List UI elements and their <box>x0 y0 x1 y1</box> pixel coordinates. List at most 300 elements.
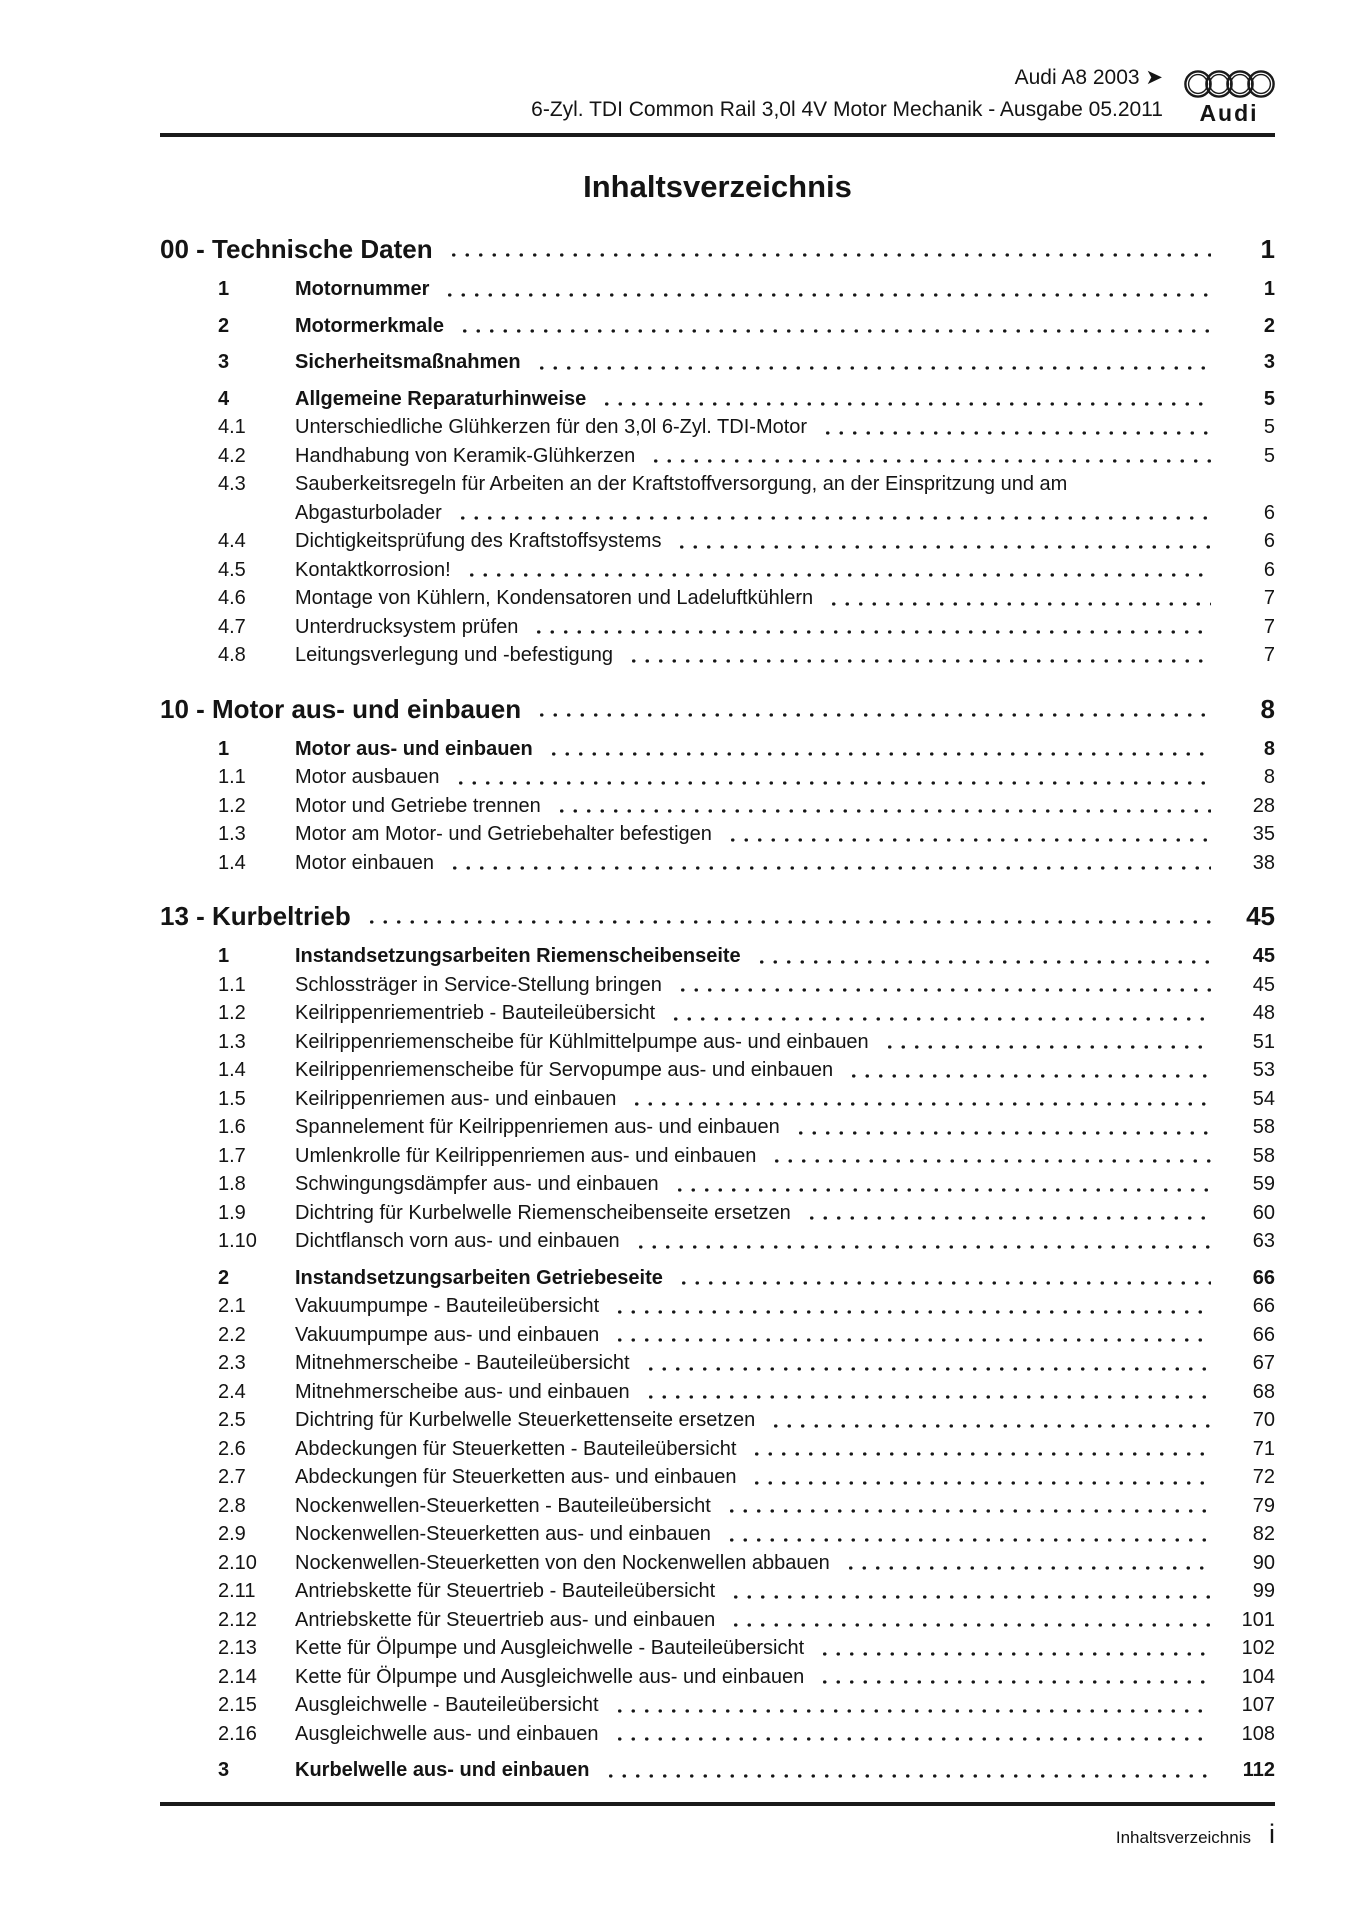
entry-page-number: 63 <box>1252 1230 1275 1252</box>
dot-leader <box>602 1756 1212 1785</box>
dot-leader <box>667 999 1211 1028</box>
entry-title: Vakuumpumpe - Bauteileübersicht <box>295 1295 600 1317</box>
entry-number: 2.5 <box>218 1409 246 1431</box>
entry-page-number: 8 <box>1263 737 1275 760</box>
entry-number: 2.12 <box>218 1608 257 1631</box>
entry-page-number: 70 <box>1252 1409 1275 1431</box>
entry-row <box>160 385 1275 414</box>
toc-entry <box>160 1663 1275 1692</box>
dot-leader <box>625 641 1211 670</box>
toc-entry <box>160 1577 1275 1606</box>
entry-number: 2 <box>218 314 230 337</box>
toc-entry <box>160 584 1275 613</box>
entry-page-number: 101 <box>1241 1608 1275 1631</box>
dot-leader <box>671 1170 1211 1199</box>
dot-leader <box>673 527 1211 556</box>
dot-leader <box>454 499 1211 528</box>
entry-number: 1 <box>218 278 230 300</box>
dot-leader <box>819 413 1211 442</box>
entry-page-number: 66 <box>1252 1295 1275 1317</box>
entry-number: 4.4 <box>218 530 246 552</box>
toc-entry <box>160 1435 1275 1464</box>
toc-entry <box>160 971 1275 1000</box>
entry-number: 4.3 <box>218 473 246 495</box>
entry-page-number: 35 <box>1252 823 1275 845</box>
entry-title: Keilrippenriemenscheibe für Kühlmittelpumpe aus- und einbauen <box>295 1030 869 1053</box>
entry-row <box>160 849 1275 878</box>
entry-row <box>160 1142 1275 1171</box>
dot-leader <box>632 1227 1211 1256</box>
entry-number: 2.3 <box>218 1352 246 1374</box>
entry-title: Antriebskette für Steuertrieb aus- und einbauen <box>295 1608 716 1631</box>
toc-chapter <box>160 233 1275 670</box>
entry-title: Abdeckungen für Steuerketten aus- und einbauen <box>295 1466 737 1488</box>
entry-number: 2.15 <box>218 1694 257 1716</box>
dot-leader <box>723 1520 1211 1549</box>
toc-entry <box>160 1720 1275 1749</box>
entry-title: Keilrippenriemenscheibe für Servopumpe aus- und einbauen <box>295 1059 834 1081</box>
chapter-page-number: 8 <box>1260 693 1275 724</box>
entry-title: Umlenkrolle für Keilrippenriemen aus- und einbauen <box>295 1144 757 1167</box>
entry-page-number: 104 <box>1241 1665 1275 1688</box>
toc-entry <box>160 1549 1275 1578</box>
entry-title: Spannelement für Keilrippenriemen aus- und einbauen <box>295 1116 780 1138</box>
entry-number: 1 <box>218 737 230 760</box>
entry-number: 2.16 <box>218 1722 257 1745</box>
entry-number: 1.8 <box>218 1173 246 1195</box>
entry-row <box>160 1292 1275 1321</box>
entry-page-number: 5 <box>1263 444 1275 467</box>
entry-number: 1.4 <box>218 1059 246 1081</box>
entry-page-number: 51 <box>1252 1030 1275 1053</box>
dot-leader <box>825 584 1211 613</box>
dot-leader <box>445 233 1211 266</box>
toc-entry <box>160 1691 1275 1720</box>
entry-continuation-row <box>160 499 1275 528</box>
entry-row <box>160 1577 1275 1606</box>
entry-page-number: 1 <box>1263 278 1275 300</box>
toc <box>160 233 1275 1785</box>
toc-entry <box>160 613 1275 642</box>
entry-title: Kontaktkorrosion! <box>295 558 451 581</box>
entry-title: Nockenwellen-Steuerketten aus- und einbauen <box>295 1523 711 1545</box>
entry-title: Schlossträger in Service-Stellung bringen <box>295 973 662 996</box>
entry-page-number: 102 <box>1241 1637 1275 1659</box>
dot-leader <box>598 385 1211 414</box>
entry-row <box>160 1756 1275 1785</box>
toc-entry <box>160 1264 1275 1293</box>
entry-row <box>160 1663 1275 1692</box>
entry-page-number: 28 <box>1252 794 1275 817</box>
toc-entry <box>160 1199 1275 1228</box>
dot-leader <box>452 763 1211 792</box>
entry-row <box>160 613 1275 642</box>
entry-title: Keilrippenriementrieb - Bauteileübersicht <box>295 1002 656 1024</box>
toc-entry <box>160 1463 1275 1492</box>
entry-number: 4 <box>218 387 230 410</box>
entry-row <box>160 641 1275 670</box>
entry-title: Motor einbauen <box>295 851 434 874</box>
entry-row <box>160 971 1275 1000</box>
dot-leader <box>675 1264 1211 1293</box>
entry-title: Allgemeine Reparaturhinweise <box>295 387 587 410</box>
toc-entry <box>160 385 1275 414</box>
dot-leader <box>642 1378 1211 1407</box>
entry-title: Montage von Kühlern, Kondensatoren und Ladeluftkühlern <box>295 587 814 609</box>
entry-row <box>160 1378 1275 1407</box>
entry-number: 2.7 <box>218 1466 246 1488</box>
entry-row <box>160 999 1275 1028</box>
chapter-heading-row <box>160 693 1275 726</box>
dot-leader <box>816 1634 1211 1663</box>
entry-title: Instandsetzungsarbeiten Riemenscheibenseite <box>295 945 741 967</box>
toc-entry <box>160 275 1275 304</box>
chapter-page-number: 45 <box>1246 901 1275 931</box>
entry-row <box>160 942 1275 971</box>
toc-entry <box>160 312 1275 341</box>
toc-entry <box>160 735 1275 764</box>
entry-row <box>160 1028 1275 1057</box>
entry-row <box>160 1435 1275 1464</box>
entry-row <box>160 735 1275 764</box>
toc-entry <box>160 1113 1275 1142</box>
entry-title: Mitnehmerscheibe - Bauteileübersicht <box>295 1352 630 1374</box>
entry-title: Instandsetzungsarbeiten Getriebeseite <box>295 1266 663 1289</box>
entry-row <box>160 1492 1275 1521</box>
entry-page-number: 7 <box>1263 587 1275 609</box>
entry-page-number: 90 <box>1252 1551 1275 1574</box>
entry-number: 4.7 <box>218 615 246 638</box>
entry-title: Sauberkeitsregeln für Arbeiten an der Kraftstoffversorgung, an der Einspritzung und am <box>295 473 1068 495</box>
entry-row <box>160 348 1275 377</box>
entry-title: Nockenwellen-Steuerketten - Bauteileübersicht <box>295 1494 711 1517</box>
entry-number: 2.13 <box>218 1637 257 1659</box>
dot-leader <box>647 442 1211 471</box>
dot-leader <box>845 1056 1211 1085</box>
entry-row <box>160 1720 1275 1749</box>
entry-page-number: 66 <box>1252 1266 1275 1289</box>
page-header <box>160 62 1275 137</box>
entry-number: 4.6 <box>218 587 246 609</box>
entry-title: Antriebskette für Steuertrieb - Bauteileübersicht <box>295 1580 716 1602</box>
chapter-entries <box>160 735 1275 878</box>
entry-page-number: 48 <box>1252 1002 1275 1024</box>
entry-page-number: 60 <box>1252 1201 1275 1224</box>
entry-title: Schwingungsdämpfer aus- und einbauen <box>295 1173 659 1195</box>
entry-number: 1.5 <box>218 1087 246 1110</box>
dot-leader <box>767 1406 1211 1435</box>
entry-number: 3 <box>218 1759 230 1781</box>
toc-entry <box>160 820 1275 849</box>
dot-leader <box>611 1292 1211 1321</box>
entry-page-number: 82 <box>1252 1523 1275 1545</box>
toc-entry <box>160 1227 1275 1256</box>
toc-entry <box>160 942 1275 971</box>
entry-page-number: 107 <box>1241 1694 1275 1716</box>
entry-row <box>160 820 1275 849</box>
entry-row <box>160 312 1275 341</box>
entry-row <box>160 1056 1275 1085</box>
entry-number: 1.4 <box>218 851 246 874</box>
entry-title: Vakuumpumpe aus- und einbauen <box>295 1323 600 1346</box>
dot-leader <box>611 1720 1211 1749</box>
entry-title: Dichtring für Kurbelwelle Steuerkettenseite ersetzen <box>295 1409 756 1431</box>
dot-leader <box>881 1028 1211 1057</box>
entry-row <box>160 413 1275 442</box>
entry-title: Abdeckungen für Steuerketten - Bauteileübersicht <box>295 1437 737 1460</box>
dot-leader <box>724 820 1211 849</box>
entry-title: Kette für Ölpumpe und Ausgleichwelle aus- und einbauen <box>295 1665 805 1688</box>
dot-leader <box>723 1492 1211 1521</box>
entry-number: 1.7 <box>218 1144 246 1167</box>
entry-row <box>160 763 1275 792</box>
entry-page-number: 112 <box>1242 1759 1275 1781</box>
chapter-heading-row <box>160 233 1275 266</box>
entry-row <box>160 470 1275 499</box>
entry-row <box>160 275 1275 304</box>
entry-number: 2.9 <box>218 1523 246 1545</box>
entry-page-number: 6 <box>1263 530 1275 552</box>
dot-leader <box>727 1577 1211 1606</box>
entry-page-number: 7 <box>1263 615 1275 638</box>
entry-row <box>160 1321 1275 1350</box>
toc-entry <box>160 348 1275 377</box>
entry-page-number: 45 <box>1252 945 1275 967</box>
entry-number: 3 <box>218 351 230 373</box>
chapter-entries <box>160 942 1275 1785</box>
toc-chapter <box>160 693 1275 878</box>
entry-number: 2 <box>218 1266 230 1289</box>
entry-title: Kurbelwelle aus- und einbauen <box>295 1759 590 1781</box>
dot-leader <box>611 1321 1211 1350</box>
entry-page-number: 72 <box>1252 1466 1275 1488</box>
entry-number: 1.1 <box>218 973 246 996</box>
entry-number: 2.1 <box>218 1295 246 1317</box>
dot-leader <box>530 613 1211 642</box>
dot-leader <box>456 312 1211 341</box>
header-text <box>531 62 1163 126</box>
toc-entry <box>160 1634 1275 1663</box>
entry-page-number: 53 <box>1252 1059 1275 1081</box>
toc-entry <box>160 641 1275 670</box>
entry-row <box>160 1199 1275 1228</box>
entry-page-number: 71 <box>1252 1437 1275 1460</box>
chapter-label: 00 - Technische Daten <box>160 234 433 264</box>
entry-page-number: 6 <box>1263 501 1275 524</box>
entry-page-number: 79 <box>1252 1494 1275 1517</box>
entry-title: Dichtflansch vorn aus- und einbauen <box>295 1230 620 1252</box>
toc-entry <box>160 1756 1275 1785</box>
entry-title: Motor am Motor- und Getriebehalter befestigen <box>295 823 712 845</box>
entry-row <box>160 584 1275 613</box>
entry-number: 2.6 <box>218 1437 246 1460</box>
entry-title: Motornummer <box>295 278 430 300</box>
entry-number: 1.3 <box>218 823 246 845</box>
entry-number: 2.11 <box>218 1580 256 1602</box>
dot-leader <box>842 1549 1211 1578</box>
entry-page-number: 99 <box>1252 1580 1275 1602</box>
entry-page-number: 38 <box>1252 851 1275 874</box>
entry-row <box>160 1606 1275 1635</box>
entry-page-number: 7 <box>1263 644 1275 666</box>
toc-entry <box>160 556 1275 585</box>
entry-page-number: 8 <box>1263 766 1275 788</box>
entry-number: 1.6 <box>218 1116 246 1138</box>
entry-number: 1.10 <box>218 1230 257 1252</box>
entry-number: 2.2 <box>218 1323 246 1346</box>
header-model-line: Audi A8 2003 ➤ <box>1014 66 1163 89</box>
entry-row <box>160 1170 1275 1199</box>
entry-title: Nockenwellen-Steuerketten von den Nockenwellen abbauen <box>295 1551 830 1574</box>
entry-page-number: 67 <box>1252 1352 1275 1374</box>
entry-number: 4.5 <box>218 558 246 581</box>
dot-leader <box>533 693 1211 726</box>
dot-leader <box>727 1606 1211 1635</box>
entry-title: Motormerkmale <box>295 314 444 337</box>
audi-wordmark: Audi <box>1199 100 1259 126</box>
dot-leader <box>463 556 1211 585</box>
entry-page-number: 59 <box>1252 1173 1275 1195</box>
entry-title: Dichtring für Kurbelwelle Riemenscheibenseite ersetzen <box>295 1201 791 1224</box>
entry-title: Sicherheitsmaßnahmen <box>295 351 521 373</box>
dot-leader <box>545 735 1211 764</box>
toc-entry <box>160 763 1275 792</box>
entry-row <box>160 1634 1275 1663</box>
toc-entry <box>160 1085 1275 1114</box>
entry-number: 1.2 <box>218 1002 246 1024</box>
chapter-entries <box>160 275 1275 670</box>
entry-number: 1.9 <box>218 1201 246 1224</box>
toc-entry <box>160 1492 1275 1521</box>
audi-logo <box>1183 68 1275 126</box>
entry-row <box>160 442 1275 471</box>
entry-row <box>160 556 1275 585</box>
toc-entry <box>160 442 1275 471</box>
toc-entry <box>160 999 1275 1028</box>
entry-number: 2.8 <box>218 1494 246 1517</box>
chapter-label: 13 - Kurbeltrieb <box>160 901 351 931</box>
entry-number: 1.3 <box>218 1030 246 1053</box>
toc-entry <box>160 413 1275 442</box>
entry-title: Kette für Ölpumpe und Ausgleichwelle - Bauteileübersicht <box>295 1637 805 1659</box>
entry-title: Handhabung von Keramik-Glühkerzen <box>295 444 636 467</box>
entry-number: 2.14 <box>218 1665 257 1688</box>
entry-number: 1.1 <box>218 766 246 788</box>
dot-leader <box>553 792 1211 821</box>
toc-entry <box>160 1378 1275 1407</box>
chapter-page-number: 1 <box>1260 234 1275 264</box>
entry-title: Ausgleichwelle - Bauteileübersicht <box>295 1694 599 1716</box>
entry-number: 4.8 <box>218 644 246 666</box>
entry-row <box>160 1349 1275 1378</box>
footer-label: Inhaltsverzeichnis <box>1115 1828 1251 1847</box>
toc-entry <box>160 470 1275 527</box>
toc-entry <box>160 1406 1275 1435</box>
dot-leader <box>642 1349 1211 1378</box>
entry-row <box>160 1463 1275 1492</box>
entry-page-number: 6 <box>1263 558 1275 581</box>
entry-continuation-title: Abgasturbolader <box>295 501 442 524</box>
entry-row <box>160 1227 1275 1256</box>
toc-entry <box>160 1520 1275 1549</box>
entry-row <box>160 1549 1275 1578</box>
entry-page-number: 68 <box>1252 1380 1275 1403</box>
dot-leader <box>628 1085 1211 1114</box>
toc-entry <box>160 1321 1275 1350</box>
entry-number: 1.2 <box>218 794 246 817</box>
header-subject-line: 6-Zyl. TDI Common Rail 3,0l 4V Motor Mechanik - Ausgabe 05.2011 <box>531 98 1163 121</box>
entry-number: 2.4 <box>218 1380 246 1403</box>
toc-entry <box>160 1170 1275 1199</box>
dot-leader <box>768 1142 1211 1171</box>
footer-page-number: i <box>1269 1819 1275 1849</box>
dot-leader <box>363 900 1211 933</box>
entry-number: 4.2 <box>218 444 246 467</box>
entry-page-number: 54 <box>1252 1087 1275 1110</box>
page-footer <box>160 1802 1275 1848</box>
dot-leader <box>753 942 1211 971</box>
toc-entry <box>160 1056 1275 1085</box>
entry-title: Motor aus- und einbauen <box>295 737 533 760</box>
audi-rings-icon <box>1183 68 1275 100</box>
dot-leader <box>803 1199 1211 1228</box>
entry-title: Dichtigkeitsprüfung des Kraftstoffsystems <box>295 530 662 552</box>
toc-entry <box>160 849 1275 878</box>
entry-page-number: 5 <box>1263 387 1275 410</box>
toc-entry <box>160 1028 1275 1057</box>
entry-row <box>160 1691 1275 1720</box>
dot-leader <box>674 971 1211 1000</box>
entry-page-number: 2 <box>1263 314 1275 337</box>
entry-row <box>160 1113 1275 1142</box>
entry-title: Motor und Getriebe trennen <box>295 794 541 817</box>
entry-page-number: 3 <box>1263 351 1275 373</box>
entry-number: 2.10 <box>218 1551 257 1574</box>
entry-page-number: 45 <box>1252 973 1275 996</box>
dot-leader <box>446 849 1211 878</box>
entry-row <box>160 792 1275 821</box>
toc-chapter <box>160 900 1275 1785</box>
entry-title: Leitungsverlegung und -befestigung <box>295 644 614 666</box>
chapter-heading-row <box>160 900 1275 933</box>
toc-entry <box>160 1142 1275 1171</box>
dot-leader <box>792 1113 1211 1142</box>
entry-title: Unterschiedliche Glühkerzen für den 3,0l 6-Zyl. TDI-Motor <box>295 416 808 438</box>
page-title: Inhaltsverzeichnis <box>583 169 852 204</box>
entry-number: 1 <box>218 945 230 967</box>
entry-page-number: 108 <box>1241 1722 1275 1745</box>
entry-page-number: 66 <box>1252 1323 1275 1346</box>
chapter-label: 10 - Motor aus- und einbauen <box>160 693 522 724</box>
entry-number: 4.1 <box>218 416 246 438</box>
entry-title: Mitnehmerscheibe aus- und einbauen <box>295 1380 630 1403</box>
dot-leader <box>533 348 1211 377</box>
entry-row <box>160 1264 1275 1293</box>
entry-page-number: 5 <box>1263 416 1275 438</box>
dot-leader <box>748 1435 1211 1464</box>
toc-entry <box>160 1349 1275 1378</box>
entry-title: Unterdrucksystem prüfen <box>295 615 519 638</box>
entry-row <box>160 1406 1275 1435</box>
dot-leader <box>748 1463 1211 1492</box>
dot-leader <box>611 1691 1212 1720</box>
entry-title: Motor ausbauen <box>295 766 440 788</box>
dot-leader <box>816 1663 1211 1692</box>
toc-entry <box>160 792 1275 821</box>
entry-row <box>160 1520 1275 1549</box>
entry-row <box>160 1085 1275 1114</box>
entry-page-number: 58 <box>1252 1116 1275 1138</box>
